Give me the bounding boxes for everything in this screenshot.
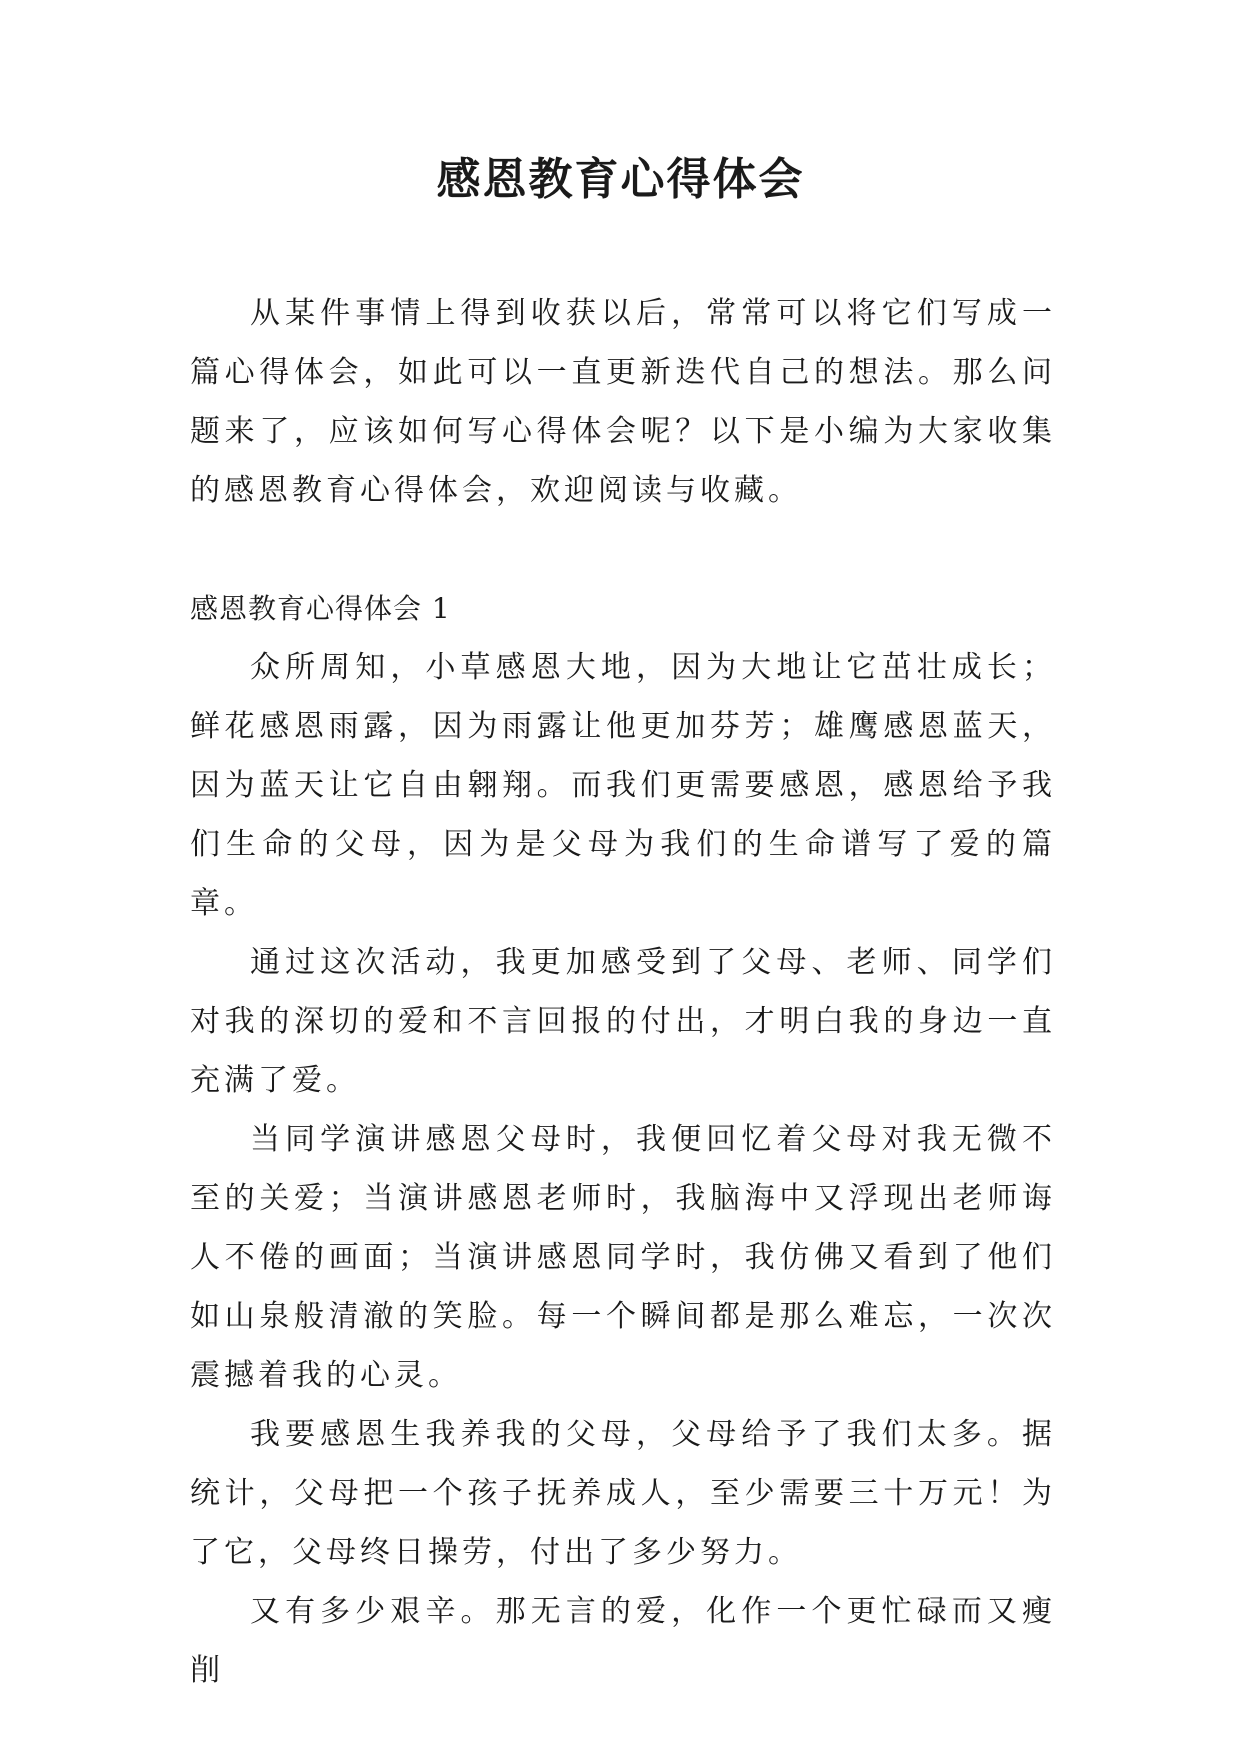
body-paragraph-4: 我要感恩生我养我的父母，父母给予了我们太多。据统计，父母把一个孩子抚养成人，至少需要三十万元！为了它，父母终日操劳，付出了多少努力。 [190,1417,1056,1570]
document-title: 感恩教育心得体会 [436,154,805,205]
document-body [190,284,1056,1700]
intro-paragraph: 从某件事情上得到收获以后，常常可以将它们写成一篇心得体会，如此可以一直更新迭代自己的想法。那么问题来了，应该如何写心得体会呢？以下是小编为大家收集的感恩教育心得体会，欢迎阅读与收藏。 [190,296,1056,508]
section-heading: 感恩教育心得体会 1 [190,592,451,625]
body-paragraph-1: 众所周知，小草感恩大地，因为大地让它茁壮成长；鲜花感恩雨露，因为雨露让他更加芬芳；雄鹰感恩蓝天，因为蓝天让它自由翱翔。而我们更需要感恩，感恩给予我们生命的父母，因为是父母为我们的生命谱写了爱的篇章。 [190,650,1056,921]
body-paragraph-2: 通过这次活动，我更加感受到了父母、老师、同学们对我的深切的爱和不言回报的付出，才明白我的身边一直充满了爱。 [190,945,1056,1098]
body-paragraph-3: 当同学演讲感恩父母时，我便回忆着父母对我无微不至的关爱；当演讲感恩老师时，我脑海中又浮现出老师诲人不倦的画面；当演讲感恩同学时，我仿佛又看到了他们如山泉般清澈的笑脸。每一个瞬间都是那么难忘，一次次震撼着我的心灵。 [190,1122,1056,1393]
body-paragraph-5: 又有多少艰辛。那无言的爱，化作一个更忙碌而又瘦削 [190,1594,1056,1688]
